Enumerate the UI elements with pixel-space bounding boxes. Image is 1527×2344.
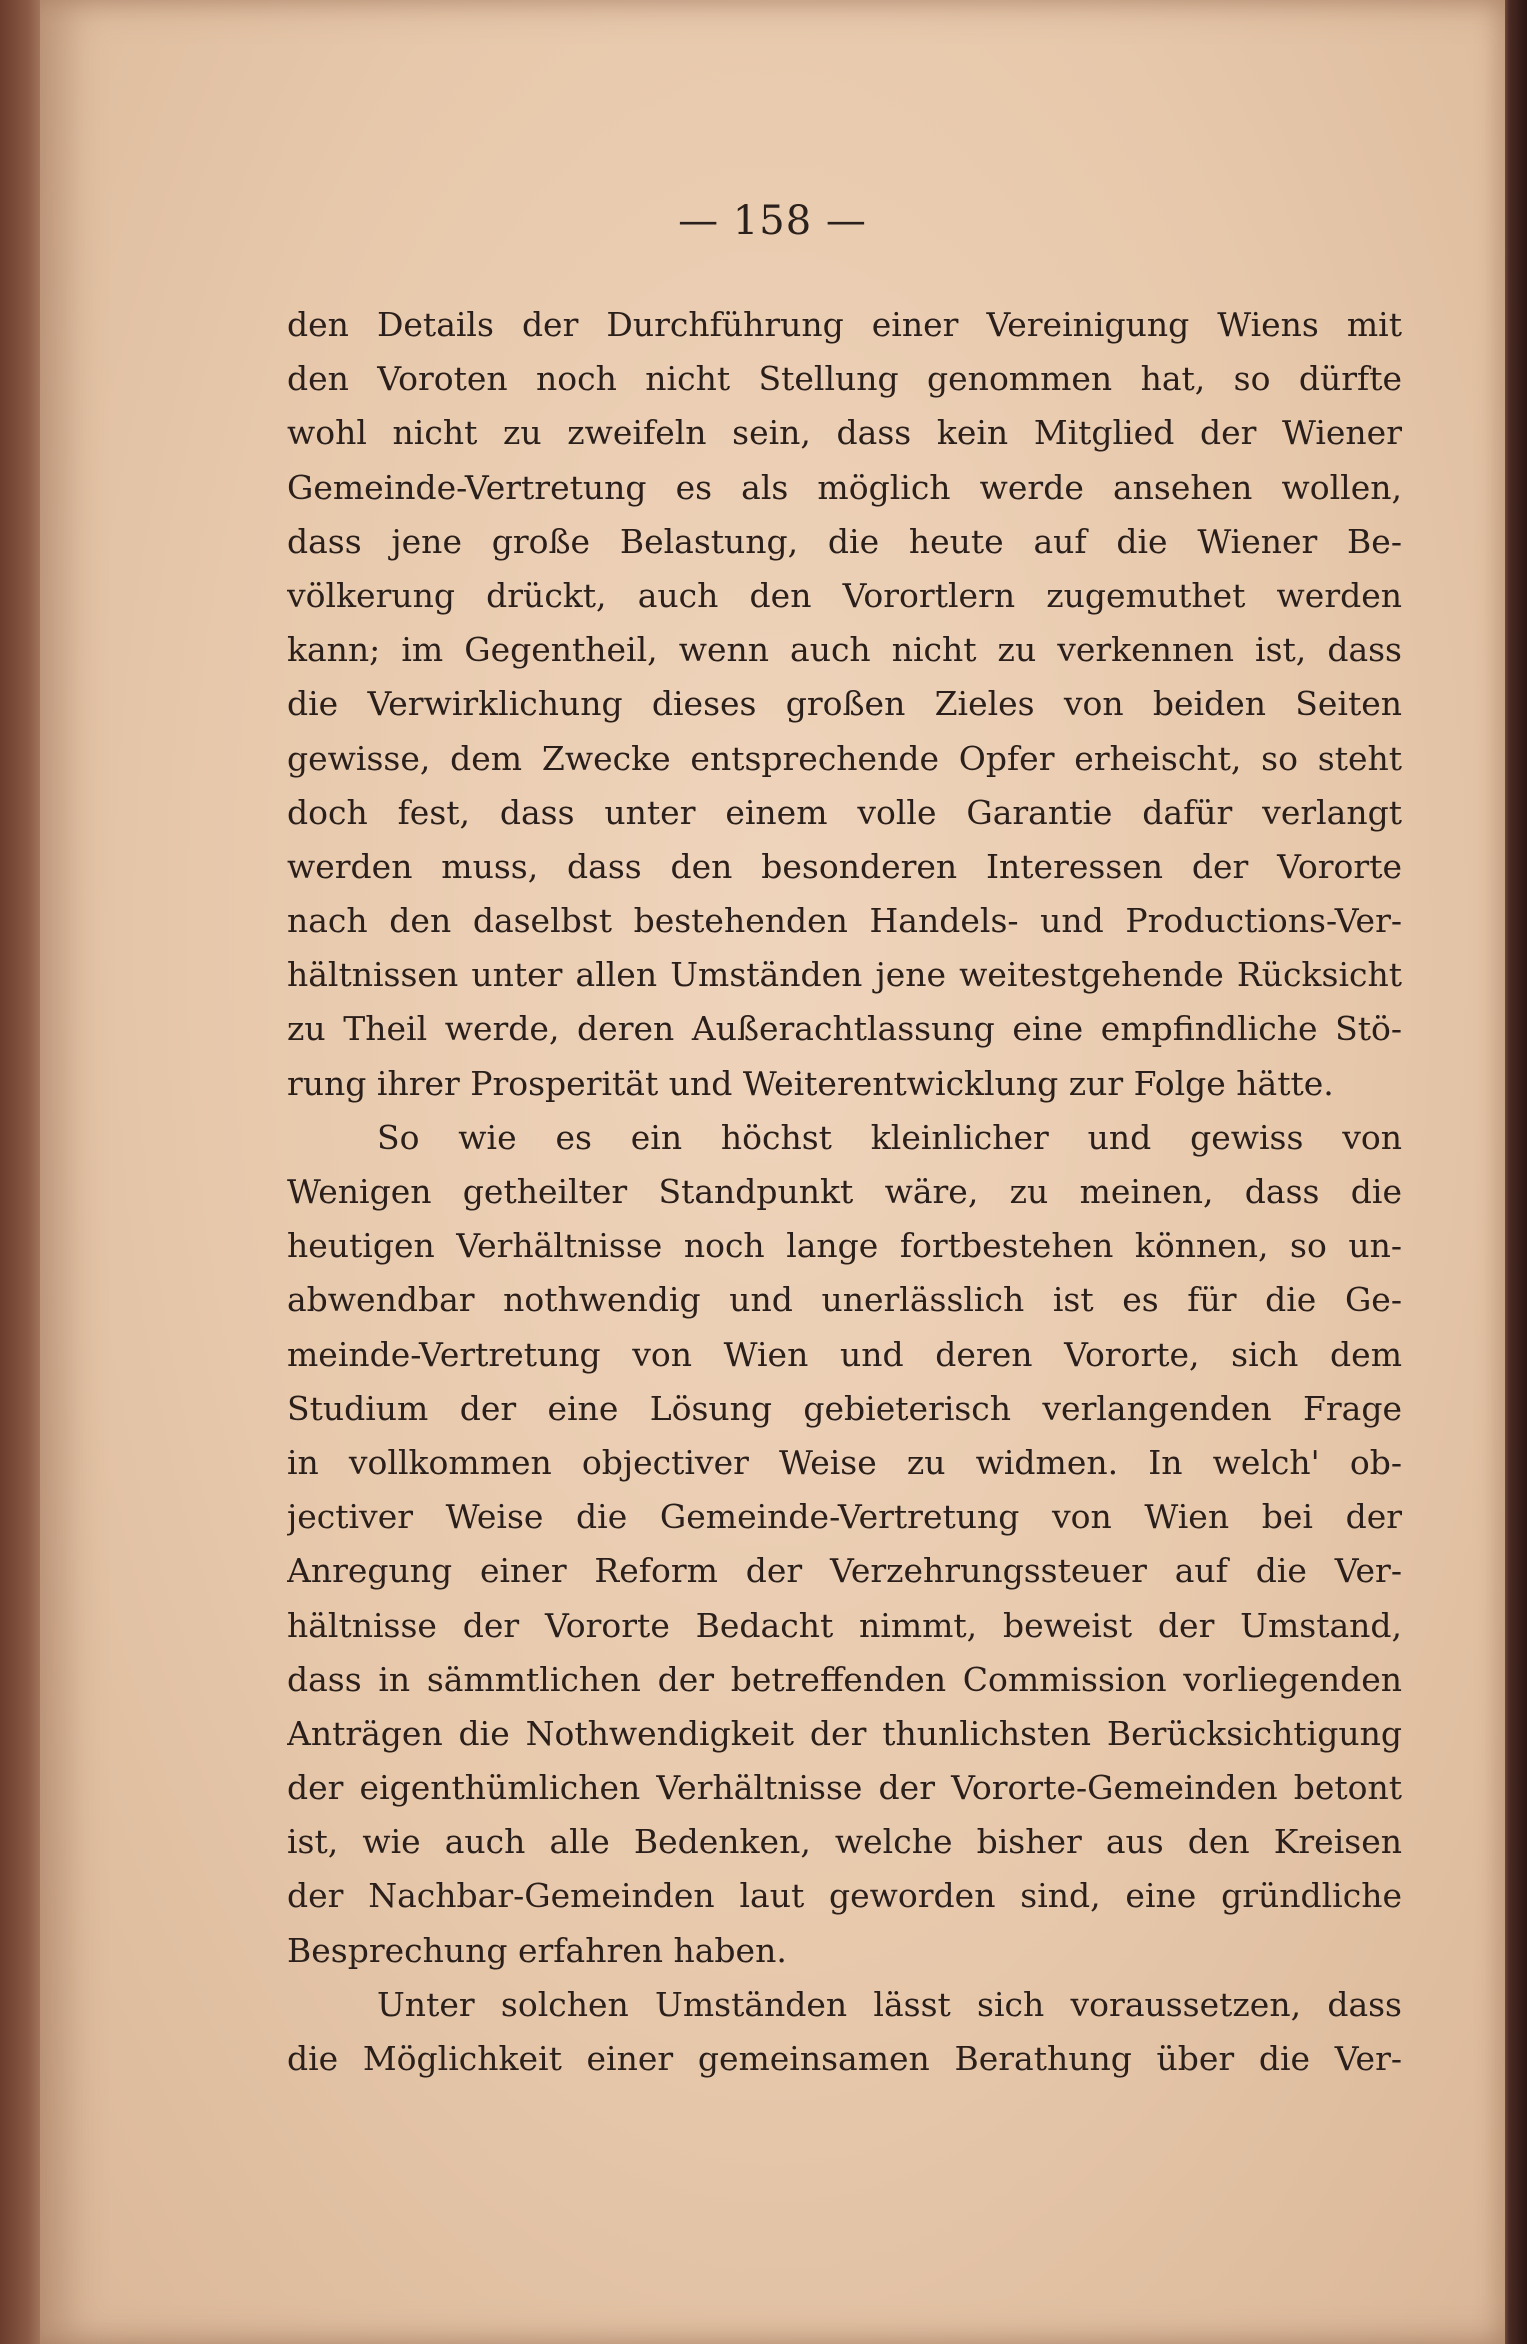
text-line: Gemeinde-Vertretung es als möglich werde ansehen wollen, (287, 467, 1402, 507)
text-line: den Voroten noch nicht Stellung genommen hat, so dürfte (287, 359, 1402, 399)
text-line: Studium der eine Lösung gebieterisch verlangenden Frage (287, 1388, 1402, 1428)
text-line: die Möglichkeit einer gemeinsamen Berathung über die Ver- (287, 2039, 1402, 2078)
text-line: hältnisse der Vororte Bedacht nimmt, beweist der Umstand, (287, 1605, 1402, 1645)
body-text (287, 298, 1402, 2086)
text-line: wohl nicht zu zweifeln sein, dass kein Mitglied der Wiener (287, 413, 1402, 453)
text-line: hältnissen unter allen Umständen jene weitestgehende Rücksicht (287, 955, 1402, 995)
text-line: kann; im Gegentheil, wenn auch nicht zu verkennen ist, dass (287, 630, 1402, 670)
text-line: der eigenthümlichen Verhältnisse der Vororte-Gemeinden betont (287, 1768, 1402, 1808)
text-line: heutigen Verhältnisse noch lange fortbestehen können, so un- (287, 1226, 1402, 1266)
text-line: in vollkommen objectiver Weise zu widmen. In welch' ob- (287, 1442, 1402, 1482)
text-line: dass in sämmtlichen der betreffenden Commission vorliegenden (287, 1659, 1402, 1699)
book-page (40, 0, 1505, 2344)
page-number: — 158 — (678, 198, 867, 244)
text-line: abwendbar nothwendig und unerlässlich ist es für die Ge- (287, 1280, 1402, 1320)
text-line: werden muss, dass den besonderen Interessen der Vororte (287, 846, 1402, 886)
text-line: doch fest, dass unter einem volle Garantie dafür verlangt (287, 792, 1402, 832)
text-line: Besprechung erfahren haben. (287, 1930, 787, 1970)
text-line: den Details der Durchführung einer Vereinigung Wiens mit (287, 305, 1402, 344)
text-line: Wenigen getheilter Standpunkt wäre, zu meinen, dass die (287, 1172, 1402, 1211)
text-line: Unter solchen Umständen lässt sich voraussetzen, dass (377, 1984, 1402, 2024)
text-line: So wie es ein höchst kleinlicher und gewiss von (377, 1117, 1402, 1157)
text-line: die Verwirklichung dieses großen Zieles von beiden Seiten (287, 684, 1402, 724)
text-line: Anregung einer Reform der Verzehrungssteuer auf die Ver- (287, 1551, 1402, 1591)
text-line: der Nachbar-Gemeinden laut geworden sind, eine gründliche (287, 1876, 1402, 1916)
text-line: gewisse, dem Zwecke entsprechende Opfer erheischt, so steht (287, 738, 1402, 778)
text-line: nach den daselbst bestehenden Handels- und Productions-Ver- (287, 901, 1402, 941)
text-line: ist, wie auch alle Bedenken, welche bisher aus den Kreisen (287, 1822, 1402, 1862)
text-line: jectiver Weise die Gemeinde-Vertretung von Wien bei der (287, 1497, 1402, 1537)
text-line: meinde-Vertretung von Wien und deren Vororte, sich dem (287, 1334, 1402, 1374)
text-line: Anträgen die Nothwendigkeit der thunlichsten Berücksichtigung (287, 1713, 1402, 1753)
text-line: völkerung drückt, auch den Vorortlern zugemuthet werden (287, 575, 1402, 615)
text-line: zu Theil werde, deren Außerachtlassung eine empfindliche Stö- (287, 1009, 1402, 1049)
text-line: dass jene große Belastung, die heute auf die Wiener Be- (287, 521, 1402, 561)
text-line: rung ihrer Prosperität und Weiterentwicklung zur Folge hätte. (287, 1063, 1334, 1103)
